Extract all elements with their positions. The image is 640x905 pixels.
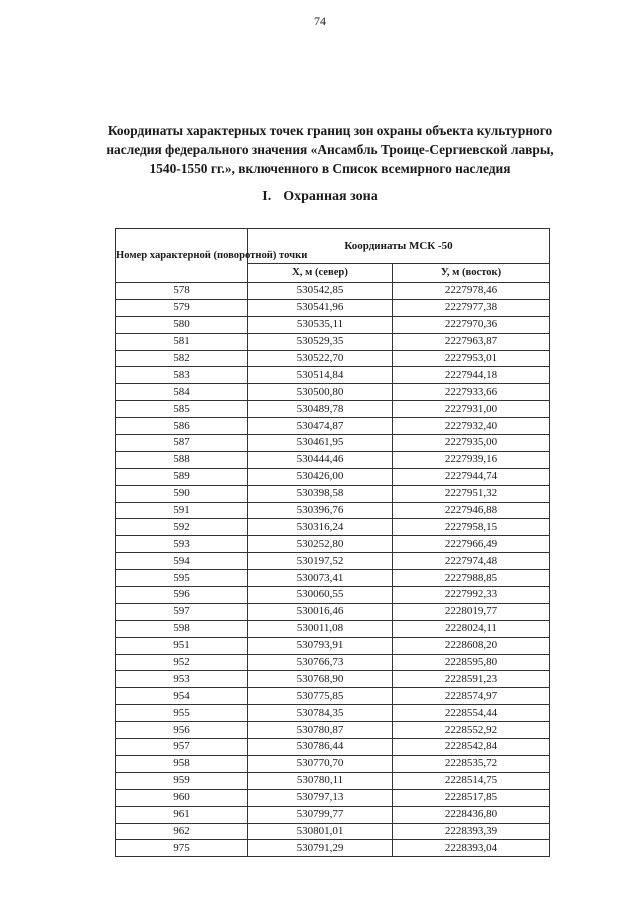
table-row	[116, 333, 550, 350]
x-coordinate-cell: 530514,84	[248, 367, 393, 384]
table-row	[116, 316, 550, 333]
table-row	[116, 536, 550, 553]
coordinates-table	[115, 228, 550, 857]
point-number-cell: 591	[116, 502, 248, 519]
x-coordinate-cell: 530522,70	[248, 350, 393, 367]
point-number-cell: 583	[116, 367, 248, 384]
point-number-cell: 960	[116, 789, 248, 806]
y-coordinate-cell: 2227992,33	[393, 587, 550, 604]
x-coordinate-cell: 530797,13	[248, 789, 393, 806]
y-coordinate-cell: 2228574,97	[393, 688, 550, 705]
y-coordinate-cell: 2228517,85	[393, 789, 550, 806]
y-coordinate-cell: 2227958,15	[393, 519, 550, 536]
table-row	[116, 418, 550, 435]
y-coordinate-cell: 2227944,74	[393, 468, 550, 485]
y-coordinate-cell: 2227946,88	[393, 502, 550, 519]
y-coordinate-cell: 2227932,40	[393, 418, 550, 435]
x-coordinate-cell: 530489,78	[248, 401, 393, 418]
document-title	[70, 121, 590, 178]
x-coordinate-cell: 530461,95	[248, 435, 393, 452]
x-coordinate-cell: 530799,77	[248, 806, 393, 823]
x-coordinate-cell: 530780,87	[248, 722, 393, 739]
x-coordinate-cell: 530791,29	[248, 840, 393, 857]
table-row	[116, 772, 550, 789]
table-row	[116, 401, 550, 418]
y-coordinate-cell: 2227953,01	[393, 350, 550, 367]
table-row	[116, 485, 550, 502]
point-number-cell: 590	[116, 485, 248, 502]
y-coordinate-cell: 2227933,66	[393, 384, 550, 401]
title-line-3: 1540-1550 гг.», включенного в Список всемирного наследия	[149, 161, 511, 176]
point-number-cell: 582	[116, 350, 248, 367]
x-coordinate-cell: 530770,70	[248, 755, 393, 772]
point-number-cell: 597	[116, 603, 248, 620]
point-number-cell: 952	[116, 654, 248, 671]
y-coordinate-cell: 2227970,36	[393, 316, 550, 333]
table-row	[116, 587, 550, 604]
x-coordinate-cell: 530197,52	[248, 553, 393, 570]
header-coordinates-msk: Координаты МСК -50	[248, 229, 550, 264]
point-number-cell: 595	[116, 570, 248, 587]
section-title: Охранная зона	[283, 189, 378, 204]
table-row	[116, 789, 550, 806]
x-coordinate-cell: 530535,11	[248, 316, 393, 333]
section-heading	[0, 189, 640, 205]
y-coordinate-cell: 2228393,39	[393, 823, 550, 840]
point-number-cell: 580	[116, 316, 248, 333]
y-coordinate-cell: 2228595,80	[393, 654, 550, 671]
point-number-cell: 598	[116, 620, 248, 637]
x-coordinate-cell: 530780,11	[248, 772, 393, 789]
point-number-cell: 588	[116, 451, 248, 468]
x-coordinate-cell: 530766,73	[248, 654, 393, 671]
table-row	[116, 840, 550, 857]
table-row	[116, 806, 550, 823]
table-row	[116, 654, 550, 671]
x-coordinate-cell: 530426,00	[248, 468, 393, 485]
table-row	[116, 722, 550, 739]
header-point-number: Номер характерной (поворотной) точки	[116, 229, 248, 283]
y-coordinate-cell: 2228393,04	[393, 840, 550, 857]
table-row	[116, 637, 550, 654]
y-coordinate-cell: 2228542,84	[393, 739, 550, 756]
x-coordinate-cell: 530542,85	[248, 283, 393, 300]
point-number-cell: 578	[116, 283, 248, 300]
x-coordinate-cell: 530474,87	[248, 418, 393, 435]
x-coordinate-cell: 530775,85	[248, 688, 393, 705]
point-number-cell: 956	[116, 722, 248, 739]
page-number: 74	[314, 14, 326, 28]
table-row	[116, 823, 550, 840]
y-coordinate-cell: 2228024,11	[393, 620, 550, 637]
point-number-cell: 959	[116, 772, 248, 789]
point-number-cell: 958	[116, 755, 248, 772]
header-x-north: X, м (север)	[248, 263, 393, 282]
y-coordinate-cell: 2227977,38	[393, 299, 550, 316]
table-row	[116, 299, 550, 316]
y-coordinate-cell: 2227951,32	[393, 485, 550, 502]
x-coordinate-cell: 530011,08	[248, 620, 393, 637]
y-coordinate-cell: 2228019,77	[393, 603, 550, 620]
y-coordinate-cell: 2227939,16	[393, 451, 550, 468]
y-coordinate-cell: 2228608,20	[393, 637, 550, 654]
point-number-cell: 581	[116, 333, 248, 350]
y-coordinate-cell: 2227931,00	[393, 401, 550, 418]
point-number-cell: 579	[116, 299, 248, 316]
section-number: I.	[262, 189, 272, 204]
table-row	[116, 671, 550, 688]
x-coordinate-cell: 530784,35	[248, 705, 393, 722]
point-number-cell: 585	[116, 401, 248, 418]
table-row	[116, 603, 550, 620]
y-coordinate-cell: 2227963,87	[393, 333, 550, 350]
point-number-cell: 584	[116, 384, 248, 401]
table-row	[116, 502, 550, 519]
point-number-cell: 589	[116, 468, 248, 485]
y-coordinate-cell: 2228436,80	[393, 806, 550, 823]
y-coordinate-cell: 2227978,46	[393, 283, 550, 300]
y-coordinate-cell: 2227935,00	[393, 435, 550, 452]
table-row	[116, 468, 550, 485]
header-y-east: У, м (восток)	[393, 263, 550, 282]
x-coordinate-cell: 530396,76	[248, 502, 393, 519]
y-coordinate-cell: 2227944,18	[393, 367, 550, 384]
point-number-cell: 596	[116, 587, 248, 604]
x-coordinate-cell: 530073,41	[248, 570, 393, 587]
x-coordinate-cell: 530252,80	[248, 536, 393, 553]
table-body	[116, 283, 550, 857]
point-number-cell: 957	[116, 739, 248, 756]
table-row	[116, 435, 550, 452]
point-number-cell: 962	[116, 823, 248, 840]
table-row	[116, 688, 550, 705]
x-coordinate-cell: 530444,46	[248, 451, 393, 468]
y-coordinate-cell: 2228514,75	[393, 772, 550, 789]
y-coordinate-cell: 2228535,72	[393, 755, 550, 772]
point-number-cell: 586	[116, 418, 248, 435]
point-number-cell: 594	[116, 553, 248, 570]
point-number-cell: 955	[116, 705, 248, 722]
title-line-1: Координаты характерных точек границ зон охраны объекта культурного	[107, 123, 553, 138]
table-row	[116, 570, 550, 587]
point-number-cell: 592	[116, 519, 248, 536]
y-coordinate-cell: 2227966,49	[393, 536, 550, 553]
x-coordinate-cell: 530016,46	[248, 603, 393, 620]
table-row	[116, 739, 550, 756]
table-row	[116, 755, 550, 772]
point-number-cell: 954	[116, 688, 248, 705]
table-row	[116, 451, 550, 468]
y-coordinate-cell: 2228591,23	[393, 671, 550, 688]
x-coordinate-cell: 530500,80	[248, 384, 393, 401]
x-coordinate-cell: 530768,90	[248, 671, 393, 688]
y-coordinate-cell: 2227974,48	[393, 553, 550, 570]
x-coordinate-cell: 530786,44	[248, 739, 393, 756]
point-number-cell: 953	[116, 671, 248, 688]
table-row	[116, 283, 550, 300]
x-coordinate-cell: 530316,24	[248, 519, 393, 536]
table-row	[116, 384, 550, 401]
point-number-cell: 951	[116, 637, 248, 654]
x-coordinate-cell: 530801,01	[248, 823, 393, 840]
title-line-2: наследия федерального значения «Ансамбль Троице-Сергиевской лавры,	[106, 142, 554, 157]
y-coordinate-cell: 2228552,92	[393, 722, 550, 739]
x-coordinate-cell: 530793,91	[248, 637, 393, 654]
point-number-cell: 587	[116, 435, 248, 452]
x-coordinate-cell: 530060,55	[248, 587, 393, 604]
y-coordinate-cell: 2228554,44	[393, 705, 550, 722]
x-coordinate-cell: 530398,58	[248, 485, 393, 502]
table-row	[116, 350, 550, 367]
point-number-cell: 593	[116, 536, 248, 553]
table-row	[116, 519, 550, 536]
table-row	[116, 705, 550, 722]
y-coordinate-cell: 2227988,85	[393, 570, 550, 587]
table-row	[116, 553, 550, 570]
x-coordinate-cell: 530529,35	[248, 333, 393, 350]
point-number-cell: 975	[116, 840, 248, 857]
point-number-cell: 961	[116, 806, 248, 823]
table-row	[116, 367, 550, 384]
x-coordinate-cell: 530541,96	[248, 299, 393, 316]
table-row	[116, 620, 550, 637]
